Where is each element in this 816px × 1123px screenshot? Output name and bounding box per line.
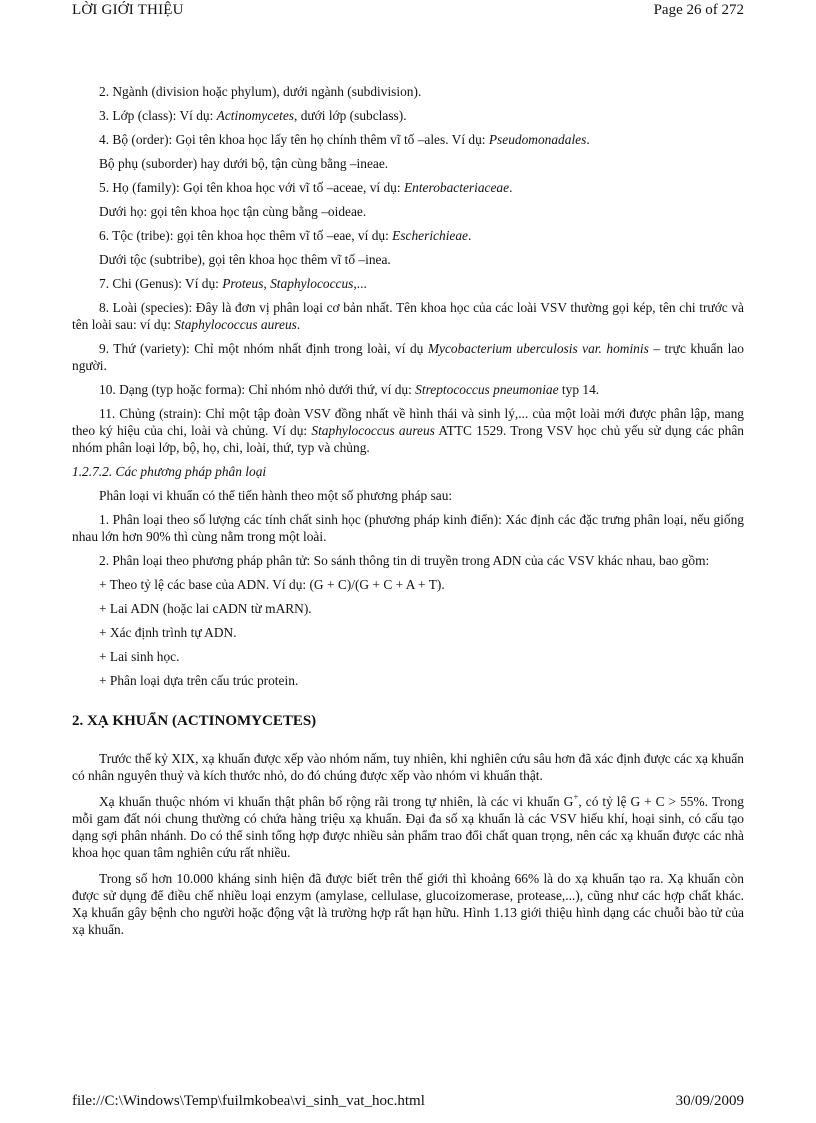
rank-strain: 11. Chủng (strain): Chỉ một tập đoàn VSV đồng nhất về hình thái và sinh lý,... của một loài mới được phân lập, mang theo ký hiệu của chi, loài và chủng. Ví dụ: Staphylococcus aureus ATTC 1529. Trong VSV học chủ yếu sử dụng các phân nhóm phân loại lớp, bộ, họ, chi, loài, thứ, typ và chủng. <box>72 406 744 455</box>
method-bullet: + Phân loại dựa trên cấu trúc protein. <box>99 673 299 688</box>
method-bullet: + Theo tỷ lệ các base của ADN. Ví dụ: (G + C)/(G + C + A + T). <box>99 577 445 592</box>
method-bullet: + Xác định trình tự ADN. <box>99 625 237 640</box>
methods-intro: Phân loại vi khuẩn có thể tiến hành theo một số phương pháp sau: <box>99 488 453 503</box>
rank-family: 5. Họ (family): Gọi tên khoa học với vĩ tố –aceae, ví dụ: Enterobacteriaceae. <box>99 180 513 195</box>
rank-subtribe: Dưới tộc (subtribe), gọi tên khoa học thêm vĩ tố –inea. <box>99 252 391 267</box>
method-classical: 1. Phân loại theo số lượng các tính chất sinh học (phương pháp kinh điển): Xác định các đặc trưng phân loại, nếu giống nhau lớn hơn 90% thì cùng nằm trong một loài. <box>72 512 744 544</box>
rank-class: 3. Lớp (class): Ví dụ: Actinomycetes, dưới lớp (subclass). <box>99 108 407 123</box>
page-indicator: Page 26 of 272 <box>653 2 744 18</box>
method-molecular: 2. Phân loại theo phương pháp phân tử: So sánh thông tin di truyền trong ADN của các VSV khác nhau, bao gồm: <box>99 553 710 568</box>
footer-file-path: file://C:\Windows\Temp\fuilmkobea\vi_sinh_vat_hoc.html <box>72 1093 425 1109</box>
method-bullet: + Lai sinh học. <box>99 649 180 664</box>
rank-division: 2. Ngành (division hoặc phylum), dưới ngành (subdivision). <box>99 84 422 99</box>
method-bullet: + Lai ADN (hoặc lai cADN từ mARN). <box>99 601 312 616</box>
rank-subfamily: Dưới họ: gọi tên khoa học tận cùng bằng –oideae. <box>99 204 367 219</box>
footer-date: 30/09/2009 <box>675 1093 744 1109</box>
header-title: LỜI GIỚI THIỆU <box>72 2 184 18</box>
section-heading: 2. XẠ KHUẨN (ACTINOMYCETES) <box>72 713 317 729</box>
paragraph: Trong số hơn 10.000 kháng sinh hiện đã được biết trên thế giới thì khoảng 66% là do xạ khuẩn tạo ra. Xạ khuẩn còn được sử dụng để điều chế nhiều loại enzym (amylase, cellulase, glucoizomerase, protease,...), cũng như các hợp chất khác. Xạ khuẩn gây bệnh cho người hoặc động vật là trường hợp rất hạn hữu. Hình 1.13 giới thiệu hình dạng các chuỗi bào tử của xạ khuẩn. <box>72 871 744 937</box>
rank-tribe: 6. Tộc (tribe): gọi tên khoa học thêm vĩ tố –eae, ví dụ: Escherichieae. <box>99 228 472 243</box>
methods-subheading: 1.2.7.2. Các phương pháp phân loại <box>72 464 267 479</box>
rank-variety: 9. Thứ (variety): Chỉ một nhóm nhất định trong loài, ví dụ Mycobacterium uberculosis var. hominis – trực khuẩn lao người. <box>72 341 744 373</box>
page-content <box>72 83 744 947</box>
rank-suborder: Bộ phụ (suborder) hay dưới bộ, tận cùng bằng –ineae. <box>99 156 389 171</box>
paragraph: Xạ khuẩn thuộc nhóm vi khuẩn thật phân bố rộng rãi trong tự nhiên, là các vi khuẩn G+, có tỷ lệ G + C > 55%. Trong mỗi gam đất nói chung thường có chứa hàng triệu xạ khuẩn. Đại đa số xạ khuẩn là các VSV hiếu khí, hoại sinh, có cấu tạo dạng sợi phân nhánh. Do có thể sinh tổng hợp được nhiều sản phẩm trao đổi chất quan trọng, nên các xạ khuẩn được các nhà khoa học quan tâm nghiên cứu rất nhiều. <box>72 792 744 860</box>
paragraph: Trước thế kỷ XIX, xạ khuẩn được xếp vào nhóm nấm, tuy nhiên, khi nghiên cứu sâu hơn đã xác định được các xạ khuẩn có nhân nguyên thuỷ và kích thước nhỏ, do đó chúng được xếp vào nhóm vi khuẩn thật. <box>72 751 744 783</box>
rank-order: 4. Bộ (order): Gọi tên khoa học lấy tên họ chính thêm vĩ tố –ales. Ví dụ: Pseudomonadales. <box>99 132 590 147</box>
rank-forma: 10. Dạng (typ hoặc forma): Chỉ nhóm nhỏ dưới thứ, ví dụ: Streptococcus pneumoniae typ 14. <box>99 382 600 397</box>
rank-genus: 7. Chi (Genus): Ví dụ: Proteus, Staphylococcus,... <box>99 276 367 291</box>
rank-species: 8. Loài (species): Đây là đơn vị phân loại cơ bản nhất. Tên khoa học của các loài VSV thường gọi kép, tên chi trước và tên loài sau: ví dụ: Staphylococcus aureus. <box>72 300 744 332</box>
section-body <box>72 750 744 938</box>
